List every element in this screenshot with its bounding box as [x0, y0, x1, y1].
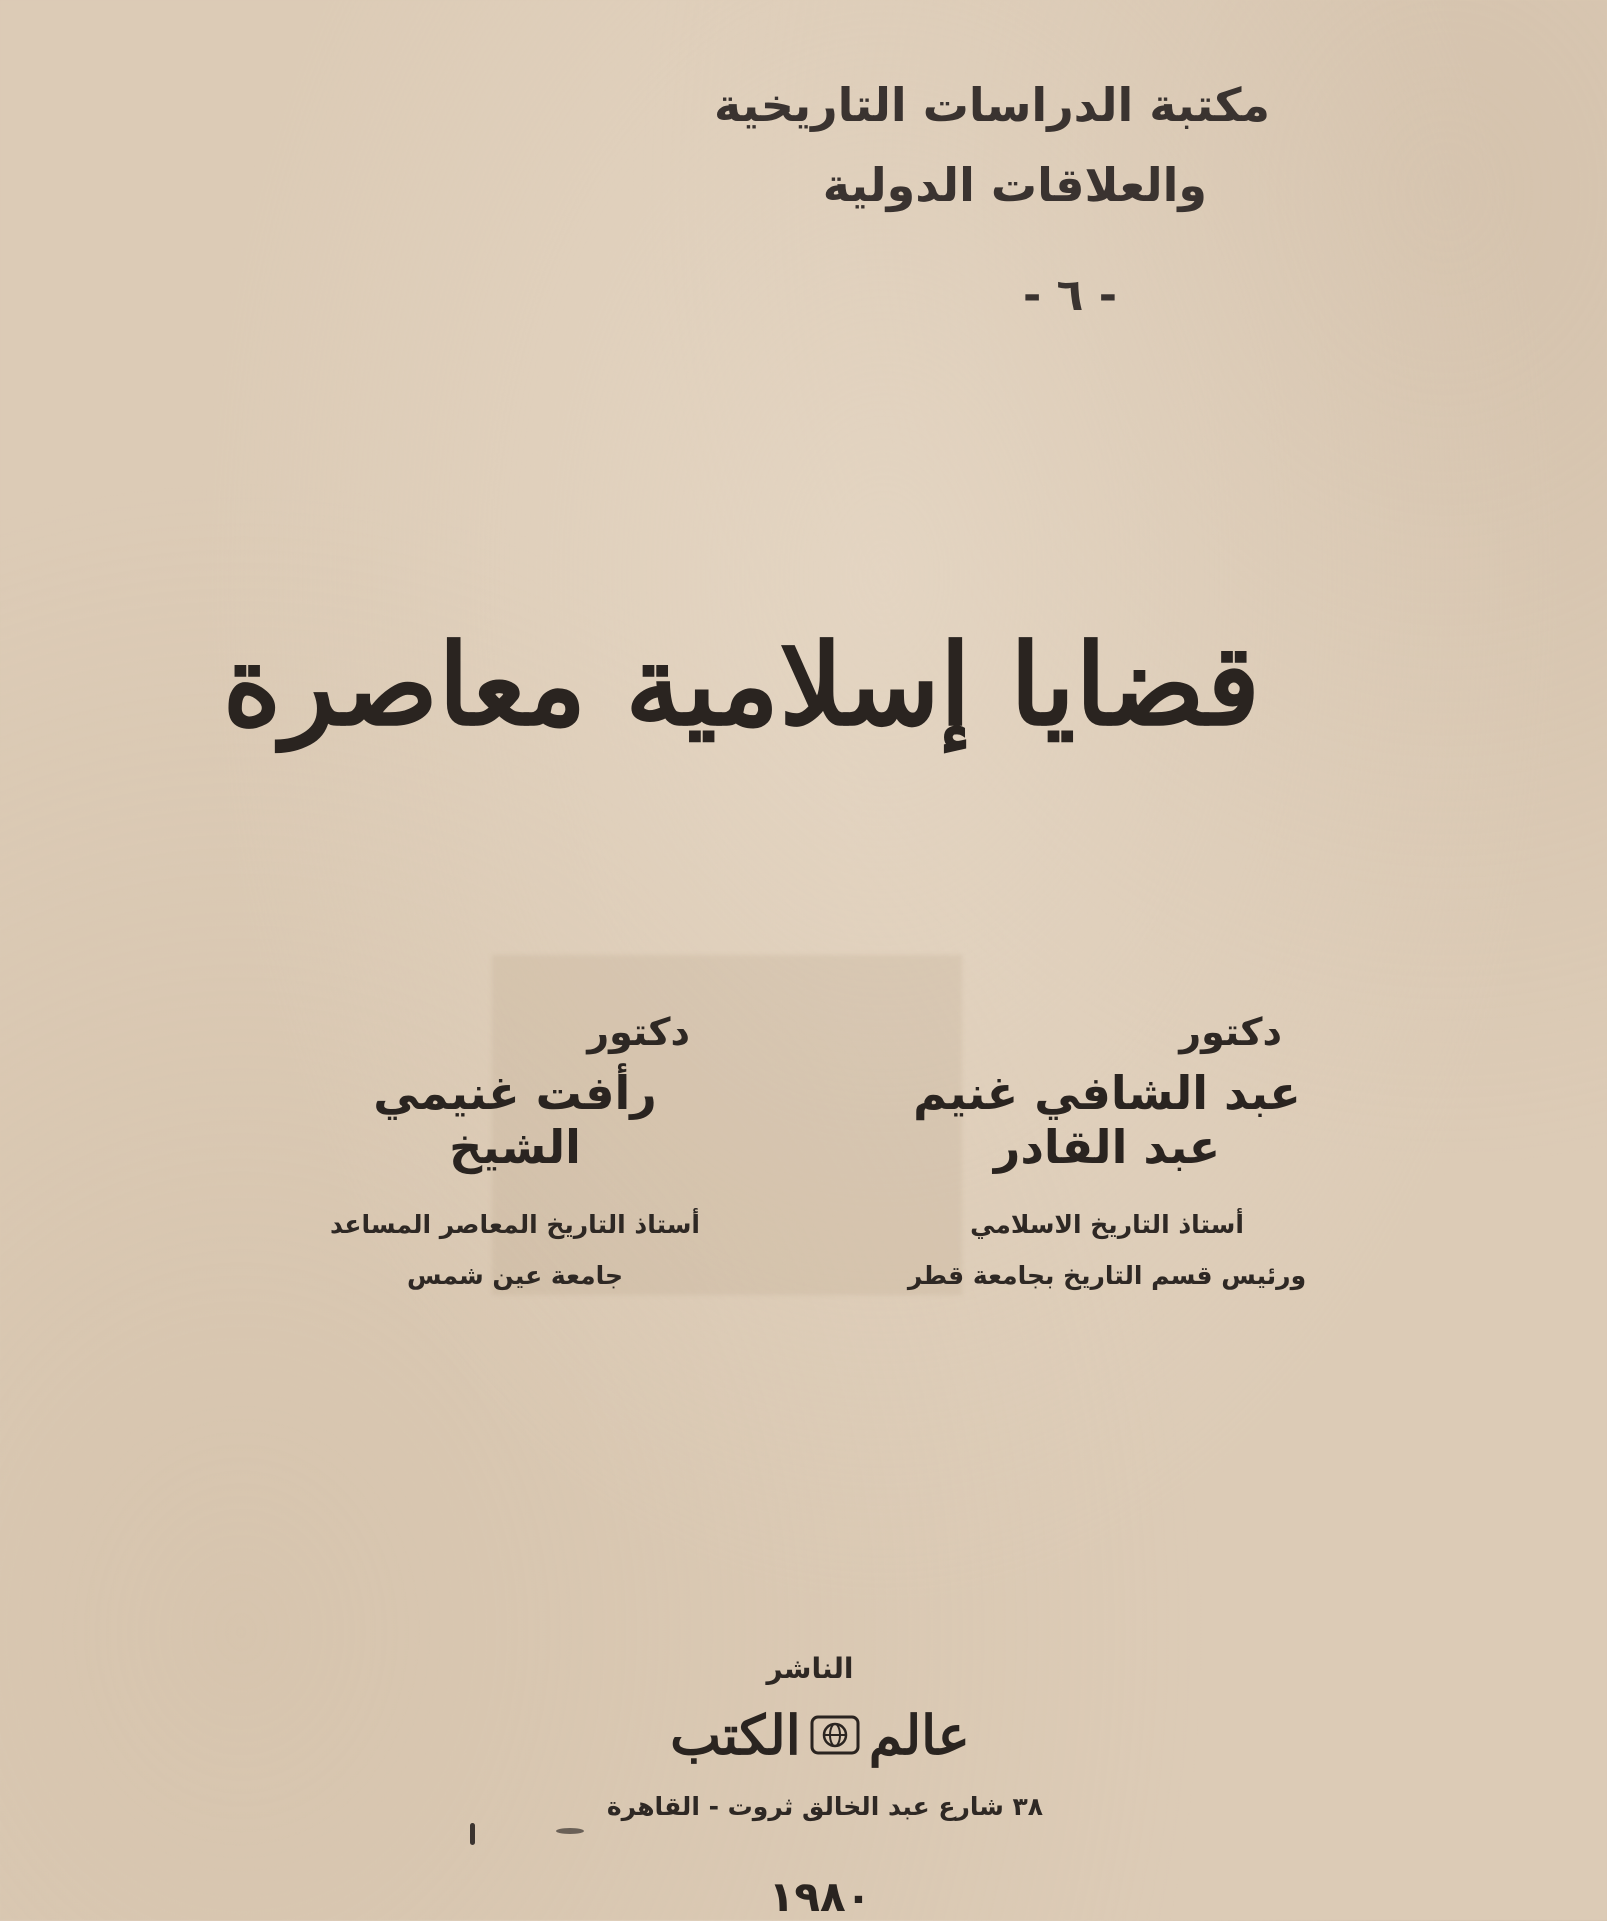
book-title: قضايا إسلامية معاصرة [222, 620, 1260, 751]
publisher-globe-book-icon [809, 1713, 861, 1757]
publisher-name-part-1: عالم [868, 1703, 970, 1767]
ink-mark [470, 1823, 475, 1845]
series-number: - ٦ - [1022, 270, 1117, 321]
author-block-2 [300, 1010, 730, 1290]
series-title-line-2: والعلاقات الدولية [822, 158, 1207, 212]
author-2-name: رأفت غنيمي الشيخ [373, 1066, 657, 1174]
author-2-title: دكتور [587, 1010, 690, 1054]
author-1-name: عبد الشافي غنيم عبد القادر [913, 1066, 1301, 1174]
series-title-line-1: مكتبة الدراسات التاريخية [714, 78, 1270, 132]
author-1-title: دكتور [1179, 1010, 1282, 1054]
publisher-name-part-2: الكتب [670, 1703, 801, 1767]
author-2-position: أستاذ التاريخ المعاصر المساعد [329, 1210, 701, 1239]
author-block-1 [892, 1010, 1322, 1290]
author-2-affiliation: جامعة عين شمس [406, 1261, 624, 1290]
author-1-position: أستاذ التاريخ الاسلامي [970, 1210, 1244, 1239]
publisher-logo-row [650, 1700, 990, 1770]
publisher-address: ٣٨ شارع عبد الخالق ثروت - القاهرة [606, 1792, 1044, 1821]
publisher-label: الناشر [766, 1652, 854, 1685]
author-1-affiliation: ورئيس قسم التاريخ بجامعة قطر [907, 1261, 1307, 1290]
publication-year: ١٩٨٠ [768, 1872, 872, 1921]
ink-mark [556, 1828, 584, 1834]
